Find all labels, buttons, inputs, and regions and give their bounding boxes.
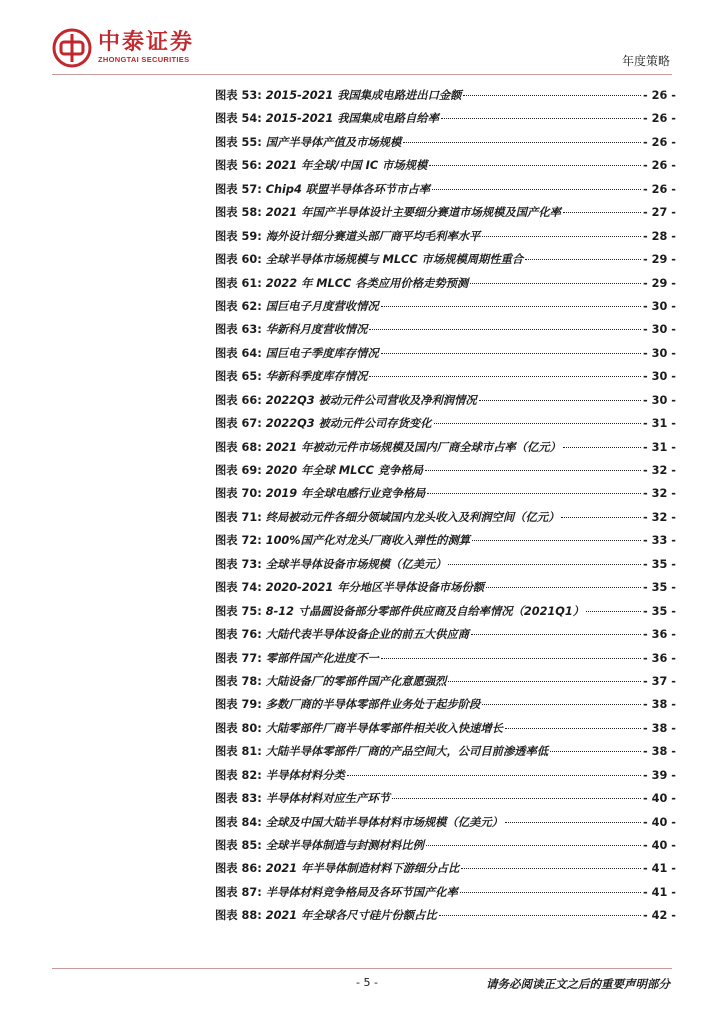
toc-entry-label: 图表 76:: [215, 628, 262, 642]
toc-entry-title: 零部件国产化进度不一: [265, 651, 379, 665]
toc-leader-dots: [563, 212, 641, 213]
toc-entry-title: 2022 年 MLCC 各类应用价格走势预测: [265, 276, 469, 290]
toc-entry-title: 2015-2021 我国集成电路进出口金额: [265, 89, 462, 102]
toc-entry-label: 图表 84:: [215, 815, 262, 829]
toc-entry-title: 半导体材料竞争格局及各环节国产化率: [265, 885, 458, 899]
toc-entry-title: 2019 年全球电感行业竞争格局: [265, 487, 426, 501]
toc-entry-page: - 28 -: [643, 229, 676, 243]
toc-entry-title: 国巨电子月度营收情况: [265, 299, 379, 313]
toc-entry-page: - 30 -: [643, 323, 676, 337]
toc-leader-dots: [461, 868, 641, 869]
toc-leader-dots: [347, 775, 641, 776]
toc-entry[interactable]: [215, 556, 676, 579]
toc-entry[interactable]: [215, 532, 676, 555]
toc-entry-page: - 32 -: [643, 510, 676, 524]
toc-entry-title: 2015-2021 我国集成电路自给率: [265, 112, 439, 126]
toc-entry-label: 图表 86:: [215, 862, 262, 876]
toc-entry-label: 图表 58:: [215, 206, 262, 220]
toc-entry-label: 图表 61:: [215, 276, 262, 290]
toc-entry-title: 大陆代表半导体设备企业的前五大供应商: [265, 628, 470, 642]
toc-entry-label: 图表 87:: [215, 885, 262, 899]
toc-entry[interactable]: [215, 110, 676, 133]
toc-entry-page: - 36 -: [643, 628, 676, 642]
toc-entry-title: 2021 年被动元件市场规模及国内厂商全球市占率（亿元）: [265, 440, 561, 454]
toc-leader-dots: [427, 493, 641, 494]
toc-entry-title: 2021 年全球各尺寸硅片份额占比: [265, 909, 437, 923]
toc-leader-dots: [486, 587, 641, 588]
toc-entry-label: 图表 68:: [215, 440, 262, 454]
toc-entry[interactable]: [215, 673, 676, 696]
toc-leader-dots: [441, 118, 641, 119]
toc-entry-title: 2020-2021 年分地区半导体设备市场份额: [265, 581, 485, 595]
toc-entry-label: 图表 81:: [215, 745, 262, 759]
toc-leader-dots: [561, 517, 641, 518]
toc-entry-page: - 40 -: [643, 839, 676, 852]
toc-entry-label: 图表 54:: [215, 112, 262, 126]
toc-entry-title: 2020 年全球 MLCC 竞争格局: [265, 464, 424, 477]
toc-entry[interactable]: [215, 321, 676, 344]
toc-entry-page: - 30 -: [643, 370, 676, 384]
toc-entry-label: 图表 88:: [215, 909, 262, 923]
toc-leader-dots: [432, 189, 641, 190]
toc-entry-title: 2021 年半导体制造材料下游细分占比: [265, 862, 460, 876]
toc-entry[interactable]: [215, 439, 676, 462]
toc-entry-title: 全球及中国大陆半导体材料市场规模（亿美元）: [265, 815, 503, 829]
toc-entry[interactable]: [215, 837, 676, 860]
toc-entry-label: 图表 60:: [215, 253, 262, 267]
toc-entry[interactable]: [215, 157, 676, 180]
toc-entry-label: 图表 55:: [215, 135, 262, 149]
toc-entry-label: 图表 63:: [215, 323, 262, 337]
toc-leader-dots: [448, 681, 641, 682]
toc-entry[interactable]: [215, 907, 676, 930]
toc-entry-title: 100%国产化对龙头厂商收入弹性的测算: [265, 534, 471, 548]
toc-entry-label: 图表 64:: [215, 346, 262, 360]
toc-entry-title: 华新科月度营收情况: [265, 323, 368, 337]
toc-entry-title: 2021 年全球/中国 IC 市场规模: [265, 159, 428, 173]
toc-entry-title: 全球半导体制造与封测材料比例: [265, 839, 424, 852]
figure-index-list: [215, 87, 676, 931]
toc-entry-label: 图表 79:: [215, 698, 262, 712]
toc-leader-dots: [425, 470, 641, 471]
toc-entry-page: - 31 -: [643, 417, 676, 431]
toc-leader-dots: [369, 329, 641, 330]
toc-leader-dots: [479, 400, 641, 401]
toc-entry-page: - 30 -: [643, 299, 676, 313]
toc-leader-dots: [482, 704, 641, 705]
toc-entry-page: - 41 -: [643, 885, 676, 899]
toc-entry[interactable]: [215, 298, 676, 321]
toc-entry-page: - 36 -: [643, 651, 676, 665]
toc-leader-dots: [463, 95, 641, 96]
toc-leader-dots: [381, 306, 641, 307]
toc-entry-page: - 26 -: [643, 135, 676, 149]
toc-leader-dots: [381, 658, 641, 659]
toc-entry-page: - 27 -: [643, 206, 676, 220]
toc-entry-page: - 32 -: [643, 487, 676, 501]
report-type: 年度策略: [621, 54, 670, 68]
toc-entry-page: - 30 -: [643, 346, 676, 360]
toc-entry-page: - 31 -: [643, 440, 676, 454]
toc-entry-title: 2022Q3 被动元件公司存货变化: [265, 417, 432, 431]
toc-entry-label: 图表 62:: [215, 299, 262, 313]
toc-entry[interactable]: [215, 603, 676, 626]
toc-entry-page: - 40 -: [643, 815, 676, 829]
footer-divider: [52, 968, 672, 969]
toc-entry-title: 全球半导体设备市场规模（亿美元）: [265, 557, 447, 571]
toc-entry-page: - 35 -: [643, 557, 676, 571]
toc-entry[interactable]: [215, 204, 676, 227]
toc-entry-page: - 35 -: [643, 581, 676, 595]
toc-entry-page: - 42 -: [643, 909, 676, 923]
toc-leader-dots: [482, 236, 641, 237]
toc-entry[interactable]: [215, 743, 676, 766]
toc-entry-title: 2021 年国产半导体设计主要细分赛道市场规模及国产化率: [265, 206, 561, 220]
toc-leader-dots: [403, 142, 641, 143]
toc-entry-title: 国产半导体产值及市场规模: [265, 135, 402, 149]
toc-entry[interactable]: [215, 814, 676, 837]
toc-entry[interactable]: [215, 696, 676, 719]
toc-entry-title: 终局被动元件各细分领域国内龙头收入及利润空间（亿元）: [265, 510, 560, 524]
toc-entry-label: 图表 77:: [215, 651, 262, 665]
toc-entry-page: - 32 -: [643, 464, 676, 477]
toc-entry[interactable]: [215, 509, 676, 532]
toc-entry[interactable]: [215, 485, 676, 508]
toc-entry-label: 图表 71:: [215, 510, 262, 524]
toc-entry-page: - 35 -: [643, 604, 676, 618]
toc-entry-title: 华新科季度库存情况: [265, 370, 368, 384]
toc-entry-label: 图表 70:: [215, 487, 262, 501]
toc-entry[interactable]: [215, 415, 676, 438]
toc-leader-dots: [439, 915, 641, 916]
toc-entry-page: - 38 -: [643, 721, 676, 735]
toc-leader-dots: [460, 892, 641, 893]
toc-entry-page: - 40 -: [643, 792, 676, 806]
toc-leader-dots: [381, 353, 641, 354]
toc-entry-page: - 33 -: [643, 534, 676, 548]
toc-entry-label: 图表 69:: [215, 464, 262, 477]
toc-entry-label: 图表 83:: [215, 792, 262, 806]
toc-leader-dots: [470, 283, 641, 284]
toc-entry[interactable]: [215, 275, 676, 298]
toc-entry-title: 半导体材料对应生产环节: [265, 792, 390, 806]
toc-entry-label: 图表 59:: [215, 229, 262, 243]
toc-entry-label: 图表 80:: [215, 721, 262, 735]
toc-entry-page: - 26 -: [643, 89, 676, 102]
toc-entry-label: 图表 56:: [215, 159, 262, 173]
toc-entry-page: - 26 -: [643, 159, 676, 173]
toc-leader-dots: [448, 564, 641, 565]
toc-entry-page: - 29 -: [643, 276, 676, 290]
toc-entry-label: 图表 67:: [215, 417, 262, 431]
toc-leader-dots: [563, 447, 641, 448]
toc-entry-page: - 41 -: [643, 862, 676, 876]
toc-entry[interactable]: [215, 790, 676, 813]
toc-entry-label: 图表 72:: [215, 534, 262, 548]
toc-entry-title: 大陆零部件厂商半导体零部件相关收入快速增长: [265, 721, 503, 735]
toc-entry[interactable]: [215, 720, 676, 743]
toc-entry-page: - 30 -: [643, 393, 676, 407]
toc-entry[interactable]: [215, 650, 676, 673]
toc-entry-title: 全球半导体市场规模与 MLCC 市场规模周期性重合: [265, 253, 524, 267]
toc-entry[interactable]: [215, 134, 676, 157]
toc-entry-title: 海外设计细分赛道头部厂商平均毛利率水平: [265, 229, 481, 243]
toc-entry-title: 2022Q3 被动元件公司营收及净利润情况: [265, 393, 477, 407]
toc-entry[interactable]: [215, 626, 676, 649]
toc-entry-label: 图表 82:: [215, 768, 262, 782]
toc-entry[interactable]: [215, 767, 676, 790]
toc-entry[interactable]: [215, 462, 676, 485]
zhongtai-logo-icon: [52, 28, 92, 68]
toc-entry-page: - 26 -: [643, 182, 676, 196]
toc-entry[interactable]: [215, 228, 676, 251]
toc-entry-title: 半导体材料分类: [265, 768, 345, 782]
toc-entry-page: - 39 -: [643, 768, 676, 782]
toc-leader-dots: [369, 376, 641, 377]
toc-leader-dots: [472, 540, 641, 541]
toc-leader-dots: [525, 259, 641, 260]
header-divider: [52, 74, 672, 75]
toc-entry-label: 图表 57:: [215, 182, 262, 196]
toc-leader-dots: [434, 423, 642, 424]
toc-entry-label: 图表 85:: [215, 839, 262, 852]
toc-entry-label: 图表 73:: [215, 557, 262, 571]
toc-leader-dots: [550, 751, 641, 752]
toc-entry[interactable]: [215, 87, 676, 110]
toc-entry-page: - 29 -: [643, 253, 676, 267]
toc-entry-page: - 26 -: [643, 112, 676, 126]
toc-entry-label: 图表 74:: [215, 581, 262, 595]
toc-entry[interactable]: [215, 392, 676, 415]
toc-entry-label: 图表 75:: [215, 604, 262, 618]
toc-entry[interactable]: [215, 579, 676, 602]
toc-entry[interactable]: [215, 251, 676, 274]
toc-leader-dots: [505, 728, 641, 729]
toc-entry-title: 8-12 寸晶圆设备部分零部件供应商及自给率情况（2021Q1）: [265, 604, 585, 618]
toc-entry-page: - 38 -: [643, 745, 676, 759]
toc-entry-title: 大陆半导体零部件厂商的产品空间大，公司目前渗透率低: [265, 745, 549, 759]
toc-entry-page: - 37 -: [643, 674, 676, 688]
toc-entry[interactable]: [215, 345, 676, 368]
page-number: - 5 -: [356, 976, 378, 989]
toc-entry[interactable]: [215, 860, 676, 883]
toc-entry-title: 国巨电子季度库存情况: [265, 346, 379, 360]
toc-leader-dots: [429, 165, 641, 166]
toc-entry-label: 图表 78:: [215, 674, 262, 688]
toc-leader-dots: [471, 634, 641, 635]
toc-entry-label: 图表 66:: [215, 393, 262, 407]
footer-disclaimer: 请务必阅读正文之后的重要声明部分: [486, 977, 670, 991]
toc-entry[interactable]: [215, 884, 676, 907]
logo-name-en: ZHONGTAI SECURITIES: [98, 55, 190, 64]
toc-entry-title: 多数厂商的半导体零部件业务处于起步阶段: [265, 698, 481, 712]
toc-entry-title: 大陆设备厂的零部件国产化意愿强烈: [265, 674, 447, 688]
toc-entry-label: 图表 53:: [215, 89, 262, 102]
toc-entry[interactable]: [215, 181, 676, 204]
toc-entry-label: 图表 65:: [215, 370, 262, 384]
logo-name-cn: 中泰证券: [98, 30, 195, 55]
toc-leader-dots: [392, 798, 641, 799]
toc-leader-dots: [505, 822, 641, 823]
toc-entry[interactable]: [215, 368, 676, 391]
company-logo: [52, 26, 194, 70]
toc-leader-dots: [426, 845, 641, 846]
toc-entry-title: Chip4 联盟半导体各环节市占率: [265, 182, 431, 196]
toc-entry-page: - 38 -: [643, 698, 676, 712]
toc-leader-dots: [586, 611, 641, 612]
